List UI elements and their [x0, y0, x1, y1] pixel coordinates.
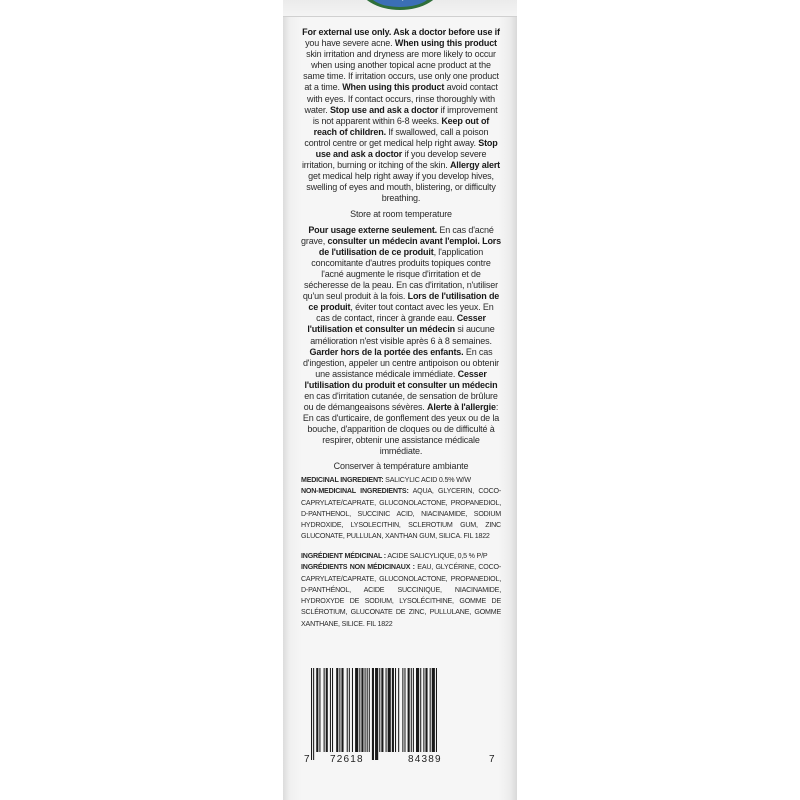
warning-en-p6: avoid contact with eyes. If contact occurs, rinse thoroughly with water. [304, 82, 498, 115]
warning-en-p4: skin irritation and dryness are more likely to occur when using another topical acne product at the same time. If irritation occurs, use only one product at a time. [303, 49, 499, 93]
warning-fr-p5: Lors de l'utilisation de ce produit [308, 291, 500, 313]
barcode-group-2: 84389 [408, 754, 442, 765]
barcode-right-digit: 7 [489, 754, 495, 765]
barcode-bar [432, 668, 435, 752]
non-medicinal-heading-en: NON-MEDICINAL INGREDIENTS: [301, 487, 409, 496]
storage-en: Store at room temperature [350, 208, 452, 219]
barcode-group-1: 72618 [330, 754, 364, 765]
barcode-bar [316, 668, 318, 752]
medicinal-ingredient-heading-fr: INGRÉDIENT MÉDICINAL : [301, 552, 386, 560]
barcode-bar [319, 668, 320, 752]
barcode-bar [375, 668, 378, 760]
barcode-bar [379, 668, 380, 752]
warning-fr-p12: en cas d'irritation cutanée, de sensation de brûlure ou de démangeaisons sévères. [303, 391, 498, 413]
warning-fr-p1: Pour usage externe seulement. [308, 224, 438, 235]
barcode-bar [339, 668, 340, 752]
barcode-bar [311, 668, 312, 760]
barcode-bar [347, 668, 348, 752]
barcode-bar [411, 668, 412, 752]
warning-en-p9: Keep out of reach of children. [313, 115, 490, 137]
storage-fr: Conserver à température ambiante [333, 460, 469, 471]
barcode-bar [404, 668, 405, 752]
barcode-bar [430, 668, 431, 752]
warning-fr-p2: En cas d'acné grave, [301, 224, 494, 246]
warning-en-p5: When using this product [342, 82, 445, 93]
non-medicinal-list-en: AQUA, GLYCERIN, COCO-CAPRYLATE/CAPRATE, GLUCONOLACTONE, PROPANEDIOL, D-PANTHENOL, SUCCINIC ACID, NIACINAMIDE, SODIUM HYDROXIDE, LYSOLECITHIN, SCLEROTIUM GUM, ZINC GLUCONATE, PULLULAN, XANTHAN GUM, SILICA. FIL 1822 [301, 487, 501, 541]
warning-fr-p6: , éviter tout contact avec les yeux. En cas de contact, rincer à grande eau. [316, 302, 494, 324]
warning-en-p2: you have severe acne. [305, 38, 393, 49]
warning-fr-p13: Alerte à l'allergie [427, 402, 496, 413]
brand-logo-text [369, 0, 431, 7]
warning-en-p1: For external use only. Ask a doctor before use if [302, 27, 500, 37]
warning-fr-p14: : En cas d'urticaire, de gonflement des yeux ou de la bouche, d'apparition de cloques ou de difficulté à respirer, obtenir une assistance médicale immédiate. [302, 402, 500, 457]
barcode-bar [372, 668, 374, 760]
barcode-bar [388, 668, 391, 752]
barcode-left-digit: 7 [304, 754, 310, 765]
non-medicinal-heading-fr: INGRÉDIENTS NON MÉDICINAUX : [301, 563, 415, 572]
brand-logo [358, 0, 442, 10]
barcode-bar [436, 668, 437, 752]
barcode-bar [425, 668, 427, 752]
medicinal-ingredient-en: SALICYLIC ACID 0.5% W/W [385, 476, 471, 484]
ingredients-french [301, 551, 501, 630]
barcode-bar [336, 668, 338, 752]
warning-fr-p10: En cas d'ingestion, appeler un centre antipoison ou obtenir une assistance médicale immédiate. [302, 346, 500, 379]
barcode-bar [341, 668, 343, 752]
barcode-bar [324, 668, 325, 752]
barcode-bar [413, 668, 414, 752]
barcode-bar [332, 668, 333, 752]
barcode-bar [355, 668, 358, 752]
barcode-bar [395, 668, 396, 752]
ingredients-english [301, 475, 501, 543]
barcode-bars-icon [307, 668, 495, 760]
box-top-cap [283, 0, 517, 17]
barcode-bar [402, 668, 403, 752]
warning-en-p10: If swallowed, call a poison control centre or get medical help right away. [304, 126, 489, 148]
barcode-bar [392, 668, 394, 752]
warning-en-p13: Allergy alert [449, 160, 501, 171]
warning-en-p8: if improvement is not apparent within 6-8 weeks. [312, 104, 498, 126]
barcode-bar [408, 668, 410, 752]
warning-en-p7: Stop use and ask a doctor [329, 104, 439, 115]
warning-fr-p11: Cesser l'utilisation du produit et consulter un médecin [304, 368, 498, 390]
barcode-bar [361, 668, 363, 752]
warning-fr-p9: Garder hors de la portée des enfants. [309, 346, 464, 357]
warning-en-p3: When using this product [394, 38, 497, 49]
barcode-bar [369, 668, 370, 752]
barcode-bar [420, 668, 421, 752]
medicinal-ingredient-fr: ACIDE SALICYLIQUE, 0,5 % P/P [387, 552, 488, 560]
non-medicinal-list-fr: EAU, GLYCÉRINE, COCO-CAPRYLATE/CAPRATE, GLUCONOLACTONE, PROPANEDIOL, D-PANTHÉNOL, ACIDE SUCCINIQUE, NIACINAMIDE, HYDROXYDE DE SODIUM, LYSOLÉCITHINE, GOMME DE SCLÉROTIUM, GLUCONATE DE ZINC, PULLULANE, GOMME XANTHANE, SILICE. FIL 1822 [301, 563, 501, 628]
warning-fr-p4: , l'application concomitante d'autres produits topiques contre l'acné augmente le risque d'irritation et de sécheresse de la peau. En cas d'irritation, n'utiliser qu'un seul produit à la fois. [302, 246, 498, 302]
warning-en-p14: get medical help right away if you develop hives, swelling of eyes and mouth, blistering, or difficulty breathing. [306, 171, 496, 204]
warnings-english [301, 27, 501, 472]
product-box-side-panel [283, 0, 517, 800]
barcode-bar [349, 668, 350, 752]
barcode-bar [359, 668, 360, 752]
warning-en-p11: Stop use and ask a doctor [315, 137, 498, 160]
barcode-bar [326, 668, 328, 752]
warning-fr-p8: si aucune amélioration n'est visible après 6 à 8 semaines. [310, 324, 495, 346]
barcode-bar [330, 668, 331, 752]
barcode-bar [352, 668, 353, 752]
barcode-bar [367, 668, 368, 752]
warning-en-p12: if you develop severe irritation, burning or itching of the skin. [301, 149, 487, 171]
medicinal-ingredient-heading-en: MEDICINAL INGREDIENT: [301, 476, 384, 484]
warning-fr-p7: Cesser l'utilisation et consulter un médecin [307, 313, 486, 335]
warnings-french [301, 225, 501, 472]
barcode-bar [386, 668, 387, 752]
barcode-bar [423, 668, 424, 752]
barcode [301, 668, 501, 772]
barcode-bar [313, 668, 314, 760]
barcode-bar [365, 668, 366, 752]
warning-fr-p3: consulter un médecin avant l'emploi. Lors de l'utilisation de ce produit [318, 235, 502, 257]
barcode-bar [398, 668, 399, 752]
barcode-bar [381, 668, 383, 752]
barcode-bar [416, 668, 419, 752]
